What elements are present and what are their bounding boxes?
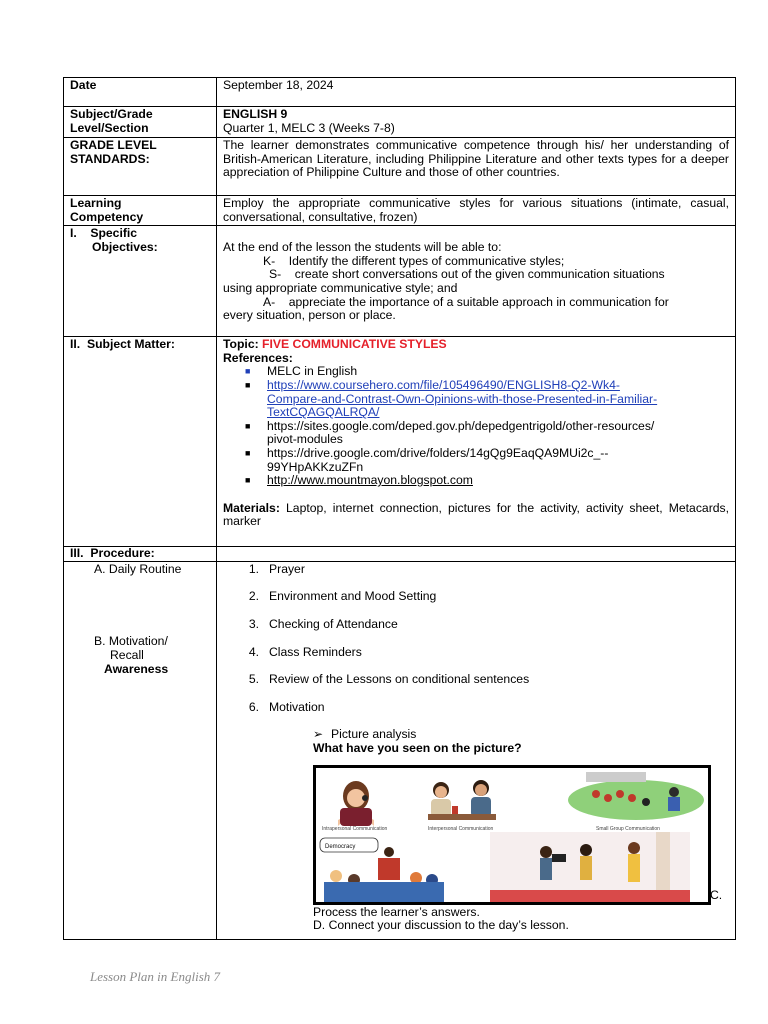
competency-label-1: Learning xyxy=(70,196,122,210)
objectives-label-2: Objectives: xyxy=(92,239,158,254)
subject-matter-label: Subject Matter: xyxy=(86,337,175,352)
step-number: 5. xyxy=(248,672,259,687)
subject-label-2: Level/Section xyxy=(70,120,149,135)
reference-item[interactable] xyxy=(243,474,729,488)
objective-a-cont: every situation, person or place. xyxy=(223,308,396,323)
step-number: 3. xyxy=(248,616,259,631)
square-bullet-icon: ■ xyxy=(245,366,251,377)
date-value: September 18, 2024 xyxy=(217,78,736,107)
c-letter: C. xyxy=(710,887,723,902)
arrow-bullet-icon: ➢ xyxy=(313,727,324,742)
subject-matter-num: II. xyxy=(70,337,81,352)
standards-label-1: GRADE LEVEL xyxy=(70,138,157,152)
procedure-step xyxy=(223,590,729,618)
procedure-step xyxy=(223,618,729,646)
objectives-label-1: Specific xyxy=(90,226,138,241)
standards-label-2: STANDARDS: xyxy=(70,151,150,166)
step-text: Motivation xyxy=(269,699,325,714)
objective-s-cont: using appropriate communicative style; and xyxy=(223,280,458,295)
reference-text: 99YHpAKKzuZFn xyxy=(267,459,364,474)
caption-small-group: Small Group Communication xyxy=(596,825,660,832)
objectives-row xyxy=(64,226,736,337)
reference-text: TextCQAGQALRQA/ xyxy=(267,405,380,420)
step-number: 2. xyxy=(248,589,259,604)
reference-item[interactable] xyxy=(243,447,729,474)
procedure-step xyxy=(223,646,729,674)
reference-text: Compare-and-Contrast-Own-Opinions-with-those-Presented-in-Familiar- xyxy=(267,391,658,406)
date-row xyxy=(64,78,736,107)
square-bullet-icon: ■ xyxy=(245,447,251,458)
subject-row xyxy=(64,107,736,138)
step-number: 1. xyxy=(248,561,259,576)
procedure-steps xyxy=(223,563,729,729)
caption-intrapersonal: Intrapersonal Communication xyxy=(322,825,388,832)
motivation-label: B. Motivation/ xyxy=(94,634,168,649)
c-instruction: Process the learner’s answers. xyxy=(313,904,480,919)
subject-matter-row xyxy=(64,337,736,547)
step-text: Checking of Attendance xyxy=(269,616,398,631)
square-bullet-icon: ■ xyxy=(245,420,251,431)
reference-text: https://drive.google.com/drive/folders/14gQg9EaqQA9MUi2c_-- xyxy=(267,445,609,460)
step-text: Review of the Lessons on conditional sentences xyxy=(269,672,530,687)
procedure-num: III. xyxy=(70,546,84,561)
subject-label-1: Subject/Grade xyxy=(70,107,153,121)
picture-analysis-label: Picture analysis xyxy=(331,727,417,742)
materials-value: Laptop, internet connection, pictures for the activity, activity sheet, Metacards, marker xyxy=(223,500,730,529)
press-interview-figure xyxy=(490,832,690,902)
caption-interpersonal: Interpersonal Communication xyxy=(428,825,494,832)
reference-text: pivot-modules xyxy=(267,432,343,447)
quarter-value: Quarter 1, MELC 3 (Weeks 7-8) xyxy=(223,120,395,135)
step-text: Environment and Mood Setting xyxy=(269,589,437,604)
d-instruction: D. Connect your discussion to the day’s lesson. xyxy=(313,918,569,933)
soccer-team-figure xyxy=(568,772,704,820)
step-number: 6. xyxy=(248,699,259,714)
subject-value: ENGLISH 9 xyxy=(223,107,288,121)
reference-text: https://sites.google.com/deped.gov.ph/depedgentrigold/other-resources/ xyxy=(267,418,655,433)
competency-row xyxy=(64,196,736,226)
public-speaker-figure xyxy=(320,838,444,902)
picture-analysis xyxy=(313,728,729,742)
procedure-step xyxy=(223,563,729,591)
reference-item[interactable] xyxy=(243,379,729,420)
reference-text: https://www.coursehero.com/file/105496490/ENGLISH8-Q2-Wk4- xyxy=(267,377,620,392)
topic-value: FIVE COMMUNICATIVE STYLES xyxy=(262,337,447,352)
reference-text: http://www.mountmayon.blogspot.com xyxy=(267,473,473,488)
competency-value: Employ the appropriate communicative styles for various situations (intimate, casual, conversational, consultative, frozen) xyxy=(217,196,736,226)
square-bullet-icon: ■ xyxy=(245,379,251,390)
awareness-label: Awareness xyxy=(104,661,169,676)
democracy-sign-text: Democracy xyxy=(325,843,356,850)
reference-text: MELC in English xyxy=(267,364,358,379)
two-people-talking-figure xyxy=(428,780,496,820)
objective-a: A- appreciate the importance of a suitable approach in communication for xyxy=(263,294,669,309)
procedure-row xyxy=(64,561,736,939)
picture-question: What have you seen on the picture? xyxy=(313,740,522,755)
step-text: Prayer xyxy=(269,561,305,576)
date-label: Date xyxy=(64,78,217,107)
procedure-header-row xyxy=(64,547,736,562)
page-footer: Lesson Plan in English 7 xyxy=(90,969,221,984)
procedure-step xyxy=(223,701,729,729)
reference-item[interactable] xyxy=(243,420,729,447)
step-number: 4. xyxy=(248,644,259,659)
procedure-label: Procedure: xyxy=(90,546,155,561)
references-label: References: xyxy=(223,350,293,365)
daily-routine-label: A. Daily Routine xyxy=(94,561,182,576)
competency-label-2: Competency xyxy=(70,209,144,224)
woman-on-phone-figure xyxy=(338,781,374,826)
reference-item xyxy=(243,365,729,379)
objectives-num: I. xyxy=(70,226,77,241)
procedure-step xyxy=(223,673,729,701)
square-bullet-icon: ■ xyxy=(245,475,251,486)
topic-label: Topic: xyxy=(223,337,259,352)
references-list xyxy=(223,365,729,487)
materials-label: Materials: xyxy=(223,500,280,515)
objective-s: S- create short conversations out of the given communication situations xyxy=(269,267,665,282)
communication-collage-image xyxy=(313,765,711,905)
recall-label: Recall xyxy=(110,647,144,662)
lesson-plan-table xyxy=(63,77,736,940)
standards-value: The learner demonstrates communicative competence through his/ her understanding of British-American Literature, including Philippine Literature and other texts types for a deeper appreciation of Philippine Culture and those of other countries. xyxy=(217,138,736,196)
step-text: Class Reminders xyxy=(269,644,362,659)
standards-row xyxy=(64,138,736,196)
objective-k: K- Identify the different types of communicative styles; xyxy=(263,253,565,268)
objectives-intro: At the end of the lesson the students will be able to: xyxy=(223,240,502,255)
